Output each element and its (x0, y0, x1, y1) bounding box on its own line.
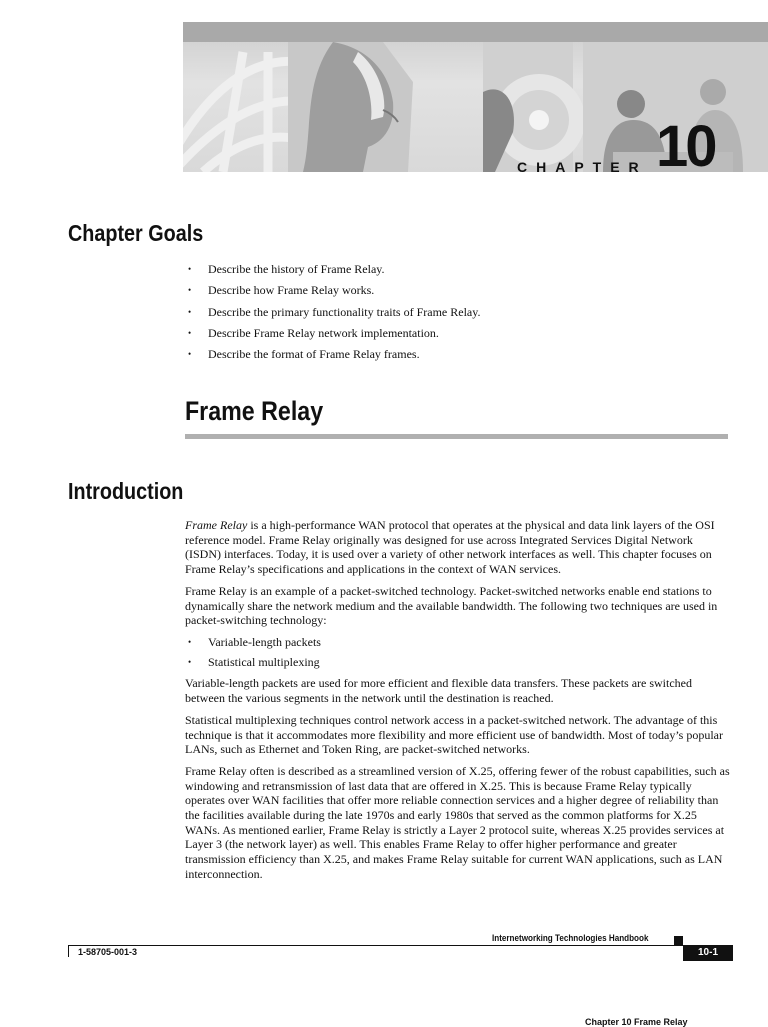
section-divider (185, 434, 728, 439)
paragraph-1-text: is a high-performance WAN protocol that operates at the physical and data link layers of the OSI reference model. Frame Relay originally was designed for use across Integrated Services Digital Network (ISDN) interfaces. Today, it is used over a variety of other network interfaces as well. This chapter focuses on Frame Relay’s specifications and applications in the context of WAN services. (185, 518, 715, 577)
chapter-goals-heading: Chapter Goals (68, 220, 204, 246)
goal-item: • Describe Frame Relay network implementation. (188, 326, 480, 340)
chapter-goals-list (188, 262, 480, 368)
chapter-number: 10 (656, 114, 715, 179)
footer-rule (68, 945, 683, 946)
paragraph-2: Frame Relay is an example of a packet-switched technology. Packet-switched networks enable end stations to dynamically share the network medium and the available bandwidth. The following two techniques are used in packet-switching technology: (185, 583, 718, 628)
goal-item: • Describe the primary functionality traits of Frame Relay. (188, 305, 480, 319)
paragraph-5: Frame Relay often is described as a streamlined version of X.25, offering fewer of the robust capabilities, such as windowing and retransmission of last data that are offered in X.25. This is because Frame Relay typically operates over WAN facilities that offer more reliable connection services and a higher degree of reliability than the facilities available during the late 1970s and early 1980s that served as the common platforms for X.25 WANs. As mentioned earlier, Frame Relay is strictly a Layer 2 protocol suite, whereas X.25 provides services at Layer 3 (the network layer) as well. This enables Frame Relay to offer higher performance and greater transmission efficiency than X.25, and makes Frame Relay suitable for current WAN applications, such as LAN interconnection. (185, 763, 730, 881)
footer-isbn: 1-58705-001-3 (78, 947, 138, 957)
page-number: 10-1 (683, 945, 733, 961)
introduction-heading: Introduction (68, 478, 184, 504)
chapter-label: CHAPTER (517, 159, 648, 175)
footer-book-title: Internetworking Technologies Handbook (492, 933, 649, 943)
technique-list (188, 635, 730, 670)
paragraph-4: Statistical multiplexing techniques control network access in a packet-switched network. The advantage of this technique is that it accommodates more flexibility and more efficient use of bandwidth. Most of today’s popular LANs, such as Ethernet and Token Ring, are packet-switched networks. (185, 712, 723, 757)
term-frame-relay: Frame Relay (185, 518, 248, 532)
goal-item: • Describe the format of Frame Relay frames. (188, 347, 480, 361)
technique-item: • Variable-length packets (188, 635, 730, 649)
introduction-body (185, 518, 730, 889)
goal-item: • Describe the history of Frame Relay. (188, 262, 480, 276)
technique-item: • Statistical multiplexing (188, 655, 730, 669)
footer-marker (674, 936, 683, 945)
next-page-header: Chapter 10 Frame Relay (585, 1017, 688, 1027)
paragraph-3: Variable-length packets are used for more efficient and flexible data transfers. These packets are switched between the various segments in the network until the destination is reached. (185, 676, 692, 706)
section-title: Frame Relay (185, 396, 324, 426)
goal-item: • Describe how Frame Relay works. (188, 283, 480, 297)
paragraph-1 (185, 518, 730, 577)
footer-tick (68, 945, 69, 957)
